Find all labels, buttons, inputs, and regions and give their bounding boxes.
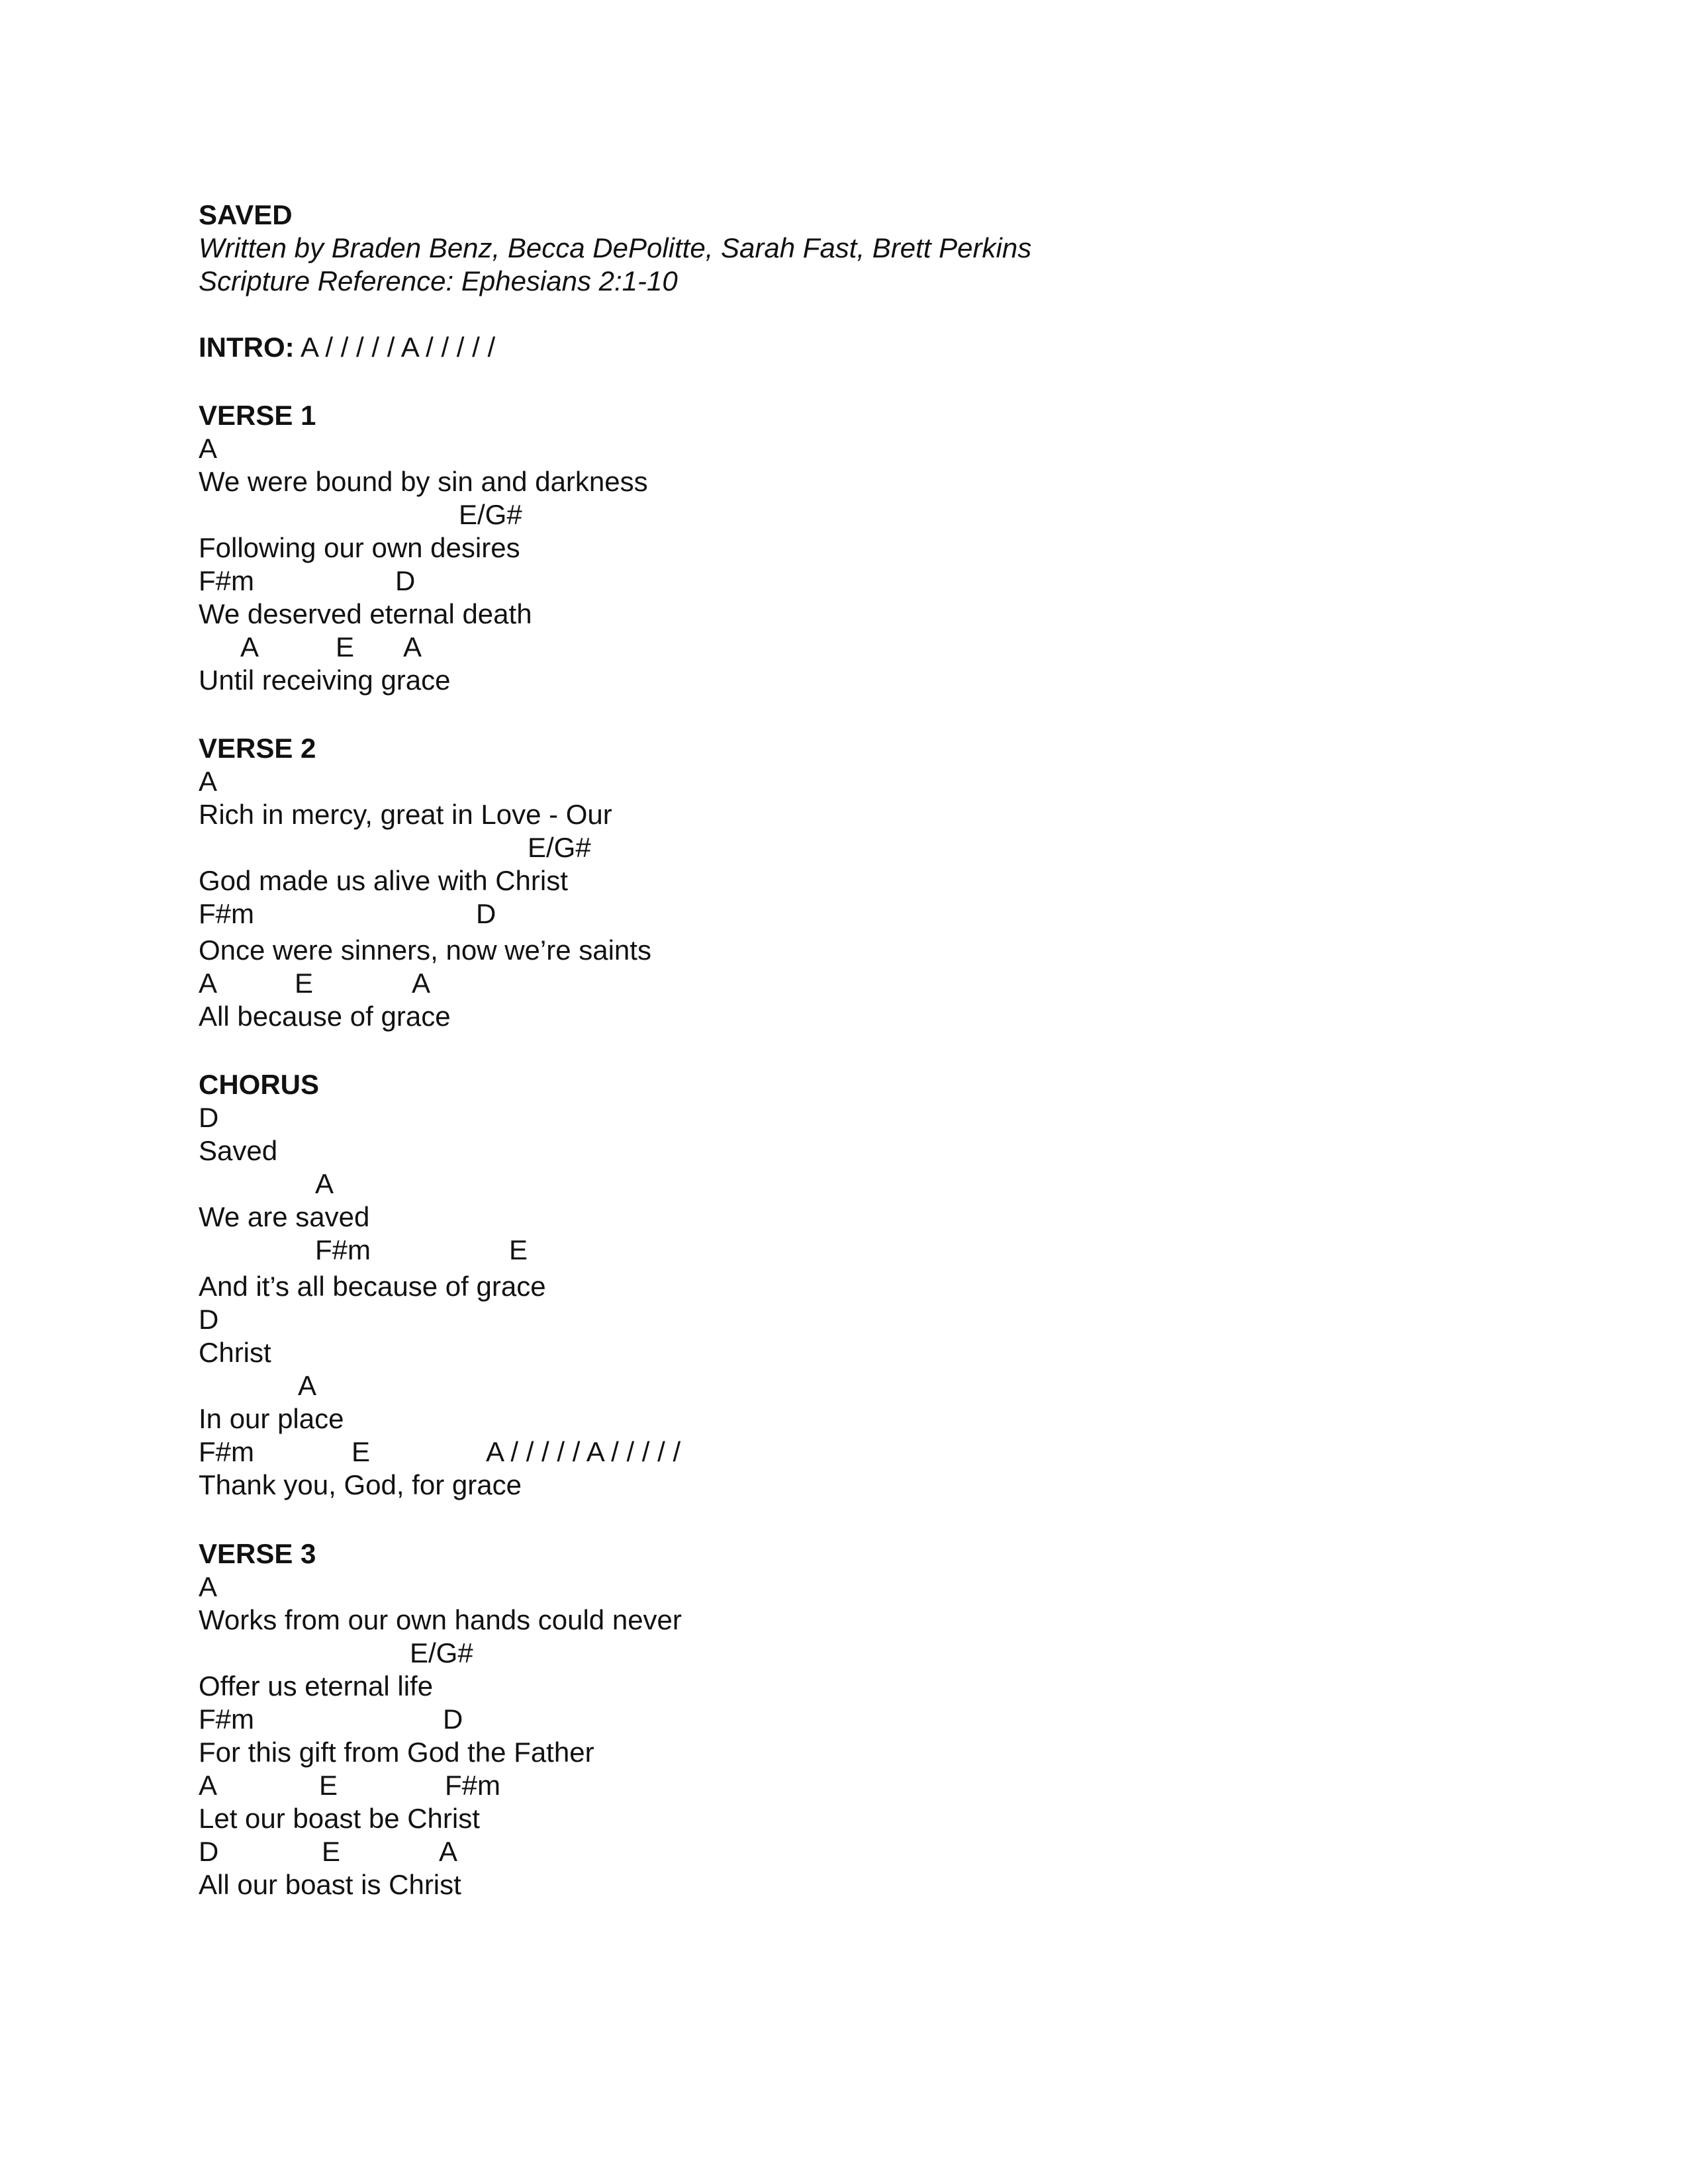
chord: F#m xyxy=(199,898,254,929)
verse3-lyric-3: For this gift from God the Father xyxy=(199,1737,594,1768)
verse3-lyric-5: All our boast is Christ xyxy=(199,1869,461,1900)
verse3-lyric-1: Works from our own hands could never xyxy=(199,1604,682,1635)
chord: A xyxy=(315,1168,334,1199)
chord: A xyxy=(199,766,218,797)
chord: D xyxy=(199,1102,219,1133)
intro-label: INTRO: xyxy=(199,332,295,363)
verse2-lyric-1: Rich in mercy, great in Love - Our xyxy=(199,799,612,830)
verse2-lyric-2: God made us alive with Christ xyxy=(199,865,568,896)
chord: E xyxy=(295,968,314,999)
intro-chords: A / / / / / A / / / / / xyxy=(301,332,496,363)
chord: F#m xyxy=(199,1436,254,1467)
chorus-lyric-3: And it’s all because of grace xyxy=(199,1271,546,1302)
writers-credit: Written by Braden Benz, Becca DePolitte, Sarah Fast, Brett Perkins xyxy=(199,232,1032,263)
chord: F#m xyxy=(445,1770,500,1801)
verse1-lyric-4: Until receiving grace xyxy=(199,664,451,696)
chord: A xyxy=(439,1836,458,1867)
chord: D xyxy=(199,1304,219,1335)
chord: D xyxy=(443,1704,463,1735)
verse1-chord-row-1 xyxy=(199,432,230,465)
chorus-chord-row-2 xyxy=(199,1167,334,1201)
verse2-chord-row-2 xyxy=(199,831,591,864)
chord: A / / / / / A / / / / / xyxy=(486,1436,681,1467)
chorus-chord-row-3 xyxy=(199,1234,528,1267)
chord: A xyxy=(403,631,422,662)
chord: A xyxy=(412,968,431,999)
chorus-chord-row-6 xyxy=(199,1435,681,1469)
chord: E xyxy=(322,1836,341,1867)
chord: A xyxy=(240,631,259,662)
verse3-chord-row-1 xyxy=(199,1570,230,1604)
chord: D xyxy=(395,565,416,596)
chorus-chord-row-1 xyxy=(199,1101,230,1134)
verse2-chord-row-4 xyxy=(199,967,431,1000)
verse2-chord-row-3 xyxy=(199,897,496,931)
verse3-label: VERSE 3 xyxy=(199,1538,316,1569)
song-title: SAVED xyxy=(199,199,293,230)
chorus-lyric-2: We are saved xyxy=(199,1201,370,1232)
verse3-chord-row-2 xyxy=(199,1637,473,1670)
chord: E xyxy=(352,1436,371,1467)
chord: E/G# xyxy=(410,1637,473,1668)
verse3-lyric-2: Offer us eternal life xyxy=(199,1670,434,1702)
verse1-lyric-3: We deserved eternal death xyxy=(199,598,532,629)
chord: E/G# xyxy=(528,832,591,863)
verse1-lyric-2: Following our own desires xyxy=(199,532,520,563)
verse1-lyric-1: We were bound by sin and darkness xyxy=(199,466,648,497)
verse3-chord-row-4 xyxy=(199,1769,500,1802)
chord: F#m xyxy=(199,1704,254,1735)
verse3-chord-row-3 xyxy=(199,1703,463,1736)
chord: E xyxy=(336,631,355,662)
verse2-lyric-3: Once were sinners, now we’re saints xyxy=(199,934,651,966)
verse1-chord-row-4 xyxy=(199,631,422,664)
chord: A xyxy=(199,1571,218,1602)
chord: D xyxy=(476,898,496,929)
chorus-lyric-1: Saved xyxy=(199,1135,278,1166)
chord: A xyxy=(199,968,218,999)
chord: F#m xyxy=(315,1234,371,1265)
intro-line xyxy=(199,331,495,364)
chorus-lyric-6: Thank you, God, for grace xyxy=(199,1469,522,1500)
verse2-chord-row-1 xyxy=(199,765,230,798)
chord: E xyxy=(509,1234,528,1265)
verse1-chord-row-3 xyxy=(199,565,416,598)
chorus-chord-row-4 xyxy=(199,1303,230,1336)
chord: A xyxy=(199,1770,218,1801)
chorus-label: CHORUS xyxy=(199,1069,320,1100)
chord: A xyxy=(199,433,218,464)
chord: E/G# xyxy=(459,499,522,530)
chord: D xyxy=(199,1836,219,1867)
chorus-chord-row-5 xyxy=(199,1369,317,1402)
chord: E xyxy=(319,1770,338,1801)
verse1-label: VERSE 1 xyxy=(199,400,316,431)
verse1-chord-row-2 xyxy=(199,498,522,531)
scripture-reference: Scripture Reference: Ephesians 2:1-10 xyxy=(199,265,678,296)
verse2-label: VERSE 2 xyxy=(199,733,316,764)
verse3-lyric-4: Let our boast be Christ xyxy=(199,1803,480,1834)
chord: A xyxy=(298,1370,317,1401)
chord: F#m xyxy=(199,565,254,596)
verse2-lyric-4: All because of grace xyxy=(199,1001,451,1032)
chorus-lyric-4: Christ xyxy=(199,1337,271,1368)
chorus-lyric-5: In our place xyxy=(199,1403,344,1434)
verse3-chord-row-5 xyxy=(199,1835,458,1868)
